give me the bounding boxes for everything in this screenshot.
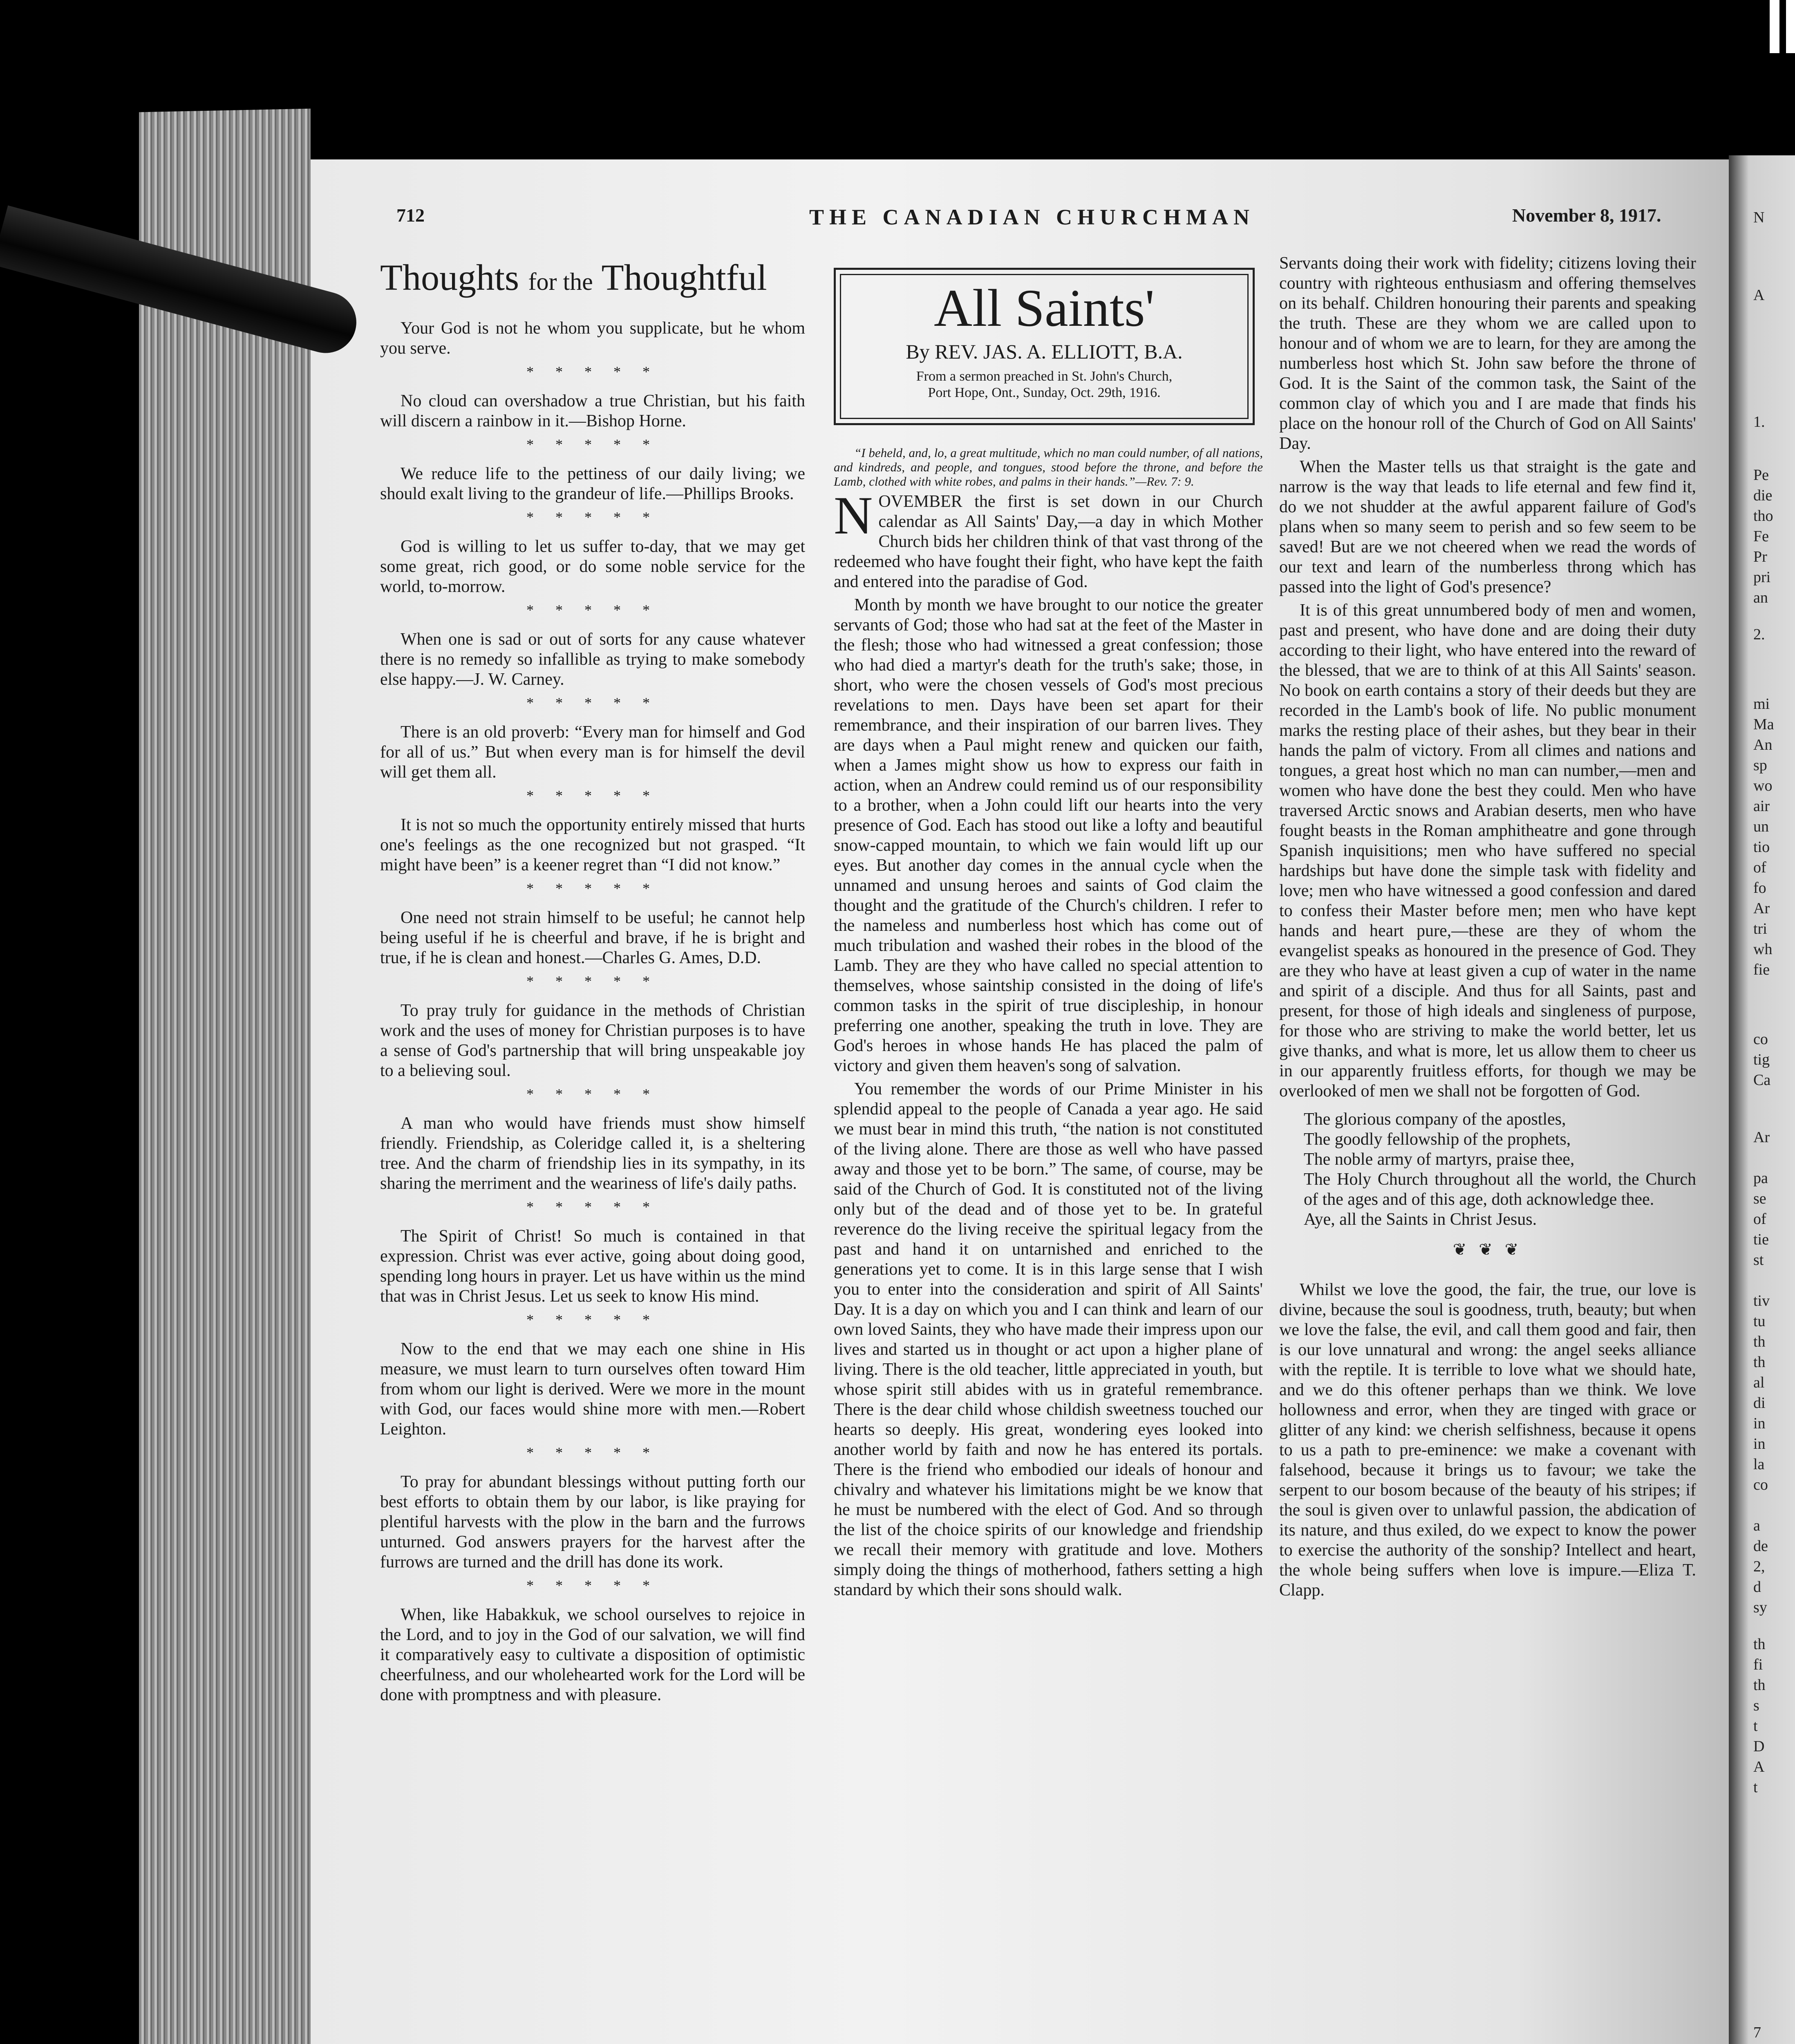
separator: * * * * * bbox=[526, 1199, 659, 1215]
next-page-fragment: th bbox=[1753, 1676, 1766, 1694]
next-page-fragment: sy bbox=[1753, 1599, 1767, 1616]
next-page-fragment: fi bbox=[1753, 1656, 1763, 1673]
next-page-fragment: al bbox=[1753, 1374, 1765, 1391]
separator: * * * * * bbox=[526, 1577, 659, 1594]
next-page-fragment: tio bbox=[1753, 838, 1770, 856]
article-paragraph: It is of this great unnumbered body of men and women, past and present, who have done and are doing their duty according to their light, who have entered into the reward of the blessed, that we are to think of at this All Saints' season. No book on earth contains a story of their deeds but they are recorded in the Lamb's book of life. No public monument marks the resting place of their ashes, but they bear in their hands the palm of victory. From all climes and nations and tongues, a great host which no man can number,—men and women who have done the best they could. Men who have traversed Arctic snows and Arabian deserts, men who have fought beasts in the Roman amphitheatre and gone through Spanish inquisitions; men who have suffered no special hardships but have done the simple task with fidelity and love; men who have witnessed a good confession and dared to confess their Master before men; men who have kept hands and heart pure,—these are they of whom the evangelist speaks as honoured in the presence of God. They are they who have at least given a cup of water in the name and spirit of a disciple. And thus for all Saints, past and present, for those of high ideals and singleness of purpose, for those who are striving to make the world better, let us give thanks, and what is more, let us allow them to cheer us in our apparently fruitless efforts, for though we may be overlooked of men we shall not be forgotten of God. bbox=[1279, 601, 1696, 1100]
thought-item: A man who would have friends must show himself friendly. Friendship, as Coleridge called it, is a sheltering tree. And the charm of friendship lies in its sympathy, in its sharing the merriment and the weariness of life's daily paths. bbox=[380, 1114, 805, 1193]
article-title-box bbox=[834, 268, 1255, 425]
separator: * * * * * bbox=[526, 1311, 659, 1328]
next-page-fragment: mi bbox=[1753, 695, 1770, 713]
next-page-fragment: pa bbox=[1753, 1170, 1768, 1187]
article-title: All Saints' bbox=[934, 279, 1155, 338]
thought-item: The Spirit of Christ! So much is contained in that expression. Christ was ever active, going about doing good, spending long hours in prayer. Let us have within us the mind that was in Christ Jesus. Let us seek to know His mind. bbox=[380, 1227, 805, 1306]
next-page-fragment: wo bbox=[1753, 777, 1773, 794]
thought-item: To pray for abundant blessings without putting forth our best efforts to obtain them by our labor, is like praying for plentiful harvests with the plow in the barn and the furrows unturned. God answers prayers for the harvest after the furrows are turned and the drill has done its work. bbox=[380, 1472, 805, 1571]
article-paragraph: Month by month we have brought to our notice the greater servants of God; those who had sat at the feet of the Master in the flesh; those who had witnessed a great confession; those who had died a martyr's death for the truth's sake; those, in short, who were the chosen vessels of God's most precious revelations to men. Days have been set apart for their remembrance, and their inspiration of our barren lives. They are days when a Paul might renew and quicken our faith, when a James might show us how to express our faith in action, when an Andrew could remind us of our responsibility to a brother, when a John could lift our hearts into the very presence of God. Each has stood out like a lofty and beautiful snow-capped mountain, to which we fain would lift up our eyes. But another day comes in the annual cycle when the unnamed and unsung heroes and saints of God claim the thought and the gratitude of the Church's children. I refer to the nameless and numberless host which has come out of much tribulation and washed their robes in the blood of the Lamb. They are they who have called no special attention to themselves, whose saintship consisted in the doing of life's common tasks in the spirit of true discipleship, in honour preferring one another, speaking the truth in love. They are God's heroes in whose hands He has placed the palm of victory and given them heaven's song of salvation. bbox=[834, 596, 1263, 1075]
next-page-fragment: tu bbox=[1753, 1313, 1766, 1330]
next-page-fragment: pri bbox=[1753, 569, 1771, 586]
poem-line: Aye, all the Saints in Christ Jesus. bbox=[1304, 1210, 1537, 1229]
thought-item: Your God is not he whom you supplicate, but he whom you serve. bbox=[380, 319, 805, 358]
next-page-fragment: 2. bbox=[1753, 626, 1765, 643]
thought-item: When one is sad or out of sorts for any cause whatever there is no remedy so infallible as trying to make somebody else happy.—J. W. Carney. bbox=[380, 630, 805, 689]
article-poem bbox=[1304, 1109, 1696, 1230]
next-page-fragment: un bbox=[1753, 818, 1769, 835]
article-column-2 bbox=[1279, 253, 1696, 1604]
thought-item: No cloud can overshadow a true Christian, but his faith will discern a rainbow in it.—Bishop Horne. bbox=[380, 392, 805, 430]
separator: * * * * * bbox=[526, 602, 659, 618]
article-paragraph: You remember the words of our Prime Minister in his splendid appeal to the people of Canada a year ago. He said we must bear in mind this truth, “the nation is not constituted of the living alone. There are those as well who have passed away and those yet to be born.” The same, of course, may be said of the Church of God. It is constituted not of the living only but of the dead and of those yet to be. In grateful reverence do the living receive the spiritual legacy from the past and hand it on untarnished and enriched to the generations yet to come. It is in this large sense that I wish you to enter into the consideration and spirit of All Saints' Day. It is a day on which you and I can think and learn of our own loved Saints, they who have made their impress upon our lives and started us in thought or act upon a higher plane of living. There is the old teacher, little appreciated in youth, but whose spirit still abides with us in grateful remembrance. There is the dear child whose childish sweetness touched our hearts so deeply. His great, wondering eyes looked into another world by faith and now he has entered its portals. There is the friend who embodied our ideals of honour and chivalry and whatever his limitations might be we know that he must be numbered with the elect of God. And so through the list of the choice spirits of our knowledge and friendship we recall their memory with gratitude and love. Mothers simply doing the things of motherhood, fathers setting a high standard by which their sons should walk. bbox=[834, 1080, 1263, 1599]
next-page-fragment: in bbox=[1753, 1415, 1766, 1432]
thought-item: God is willing to let us suffer to-day, that we may get some great, rich good, or do some noble service for the world, to-morrow. bbox=[380, 537, 805, 596]
poem-line: The noble army of martyrs, praise thee, bbox=[1304, 1150, 1575, 1169]
next-page-fragment: Pe bbox=[1753, 466, 1769, 484]
next-page-fragment: Ca bbox=[1753, 1071, 1771, 1089]
poem-line: The goodly fellowship of the prophets, bbox=[1304, 1130, 1571, 1149]
separator: * * * * * bbox=[526, 787, 659, 804]
thought-item: When, like Habakkuk, we school ourselves to rejoice in the Lord, and to joy in the God of our salvation, we will find it comparatively easy to cultivate a disposition of optimistic cheerfulness, and our wholehearted work for the Lord will be done with promptness and with pleasure. bbox=[380, 1605, 805, 1704]
next-page-fragment: Ar bbox=[1753, 1129, 1770, 1146]
ornament-divider: ❦ ❦ ❦ bbox=[1453, 1240, 1523, 1259]
next-page-fragment: tie bbox=[1753, 1231, 1769, 1248]
separator: * * * * * bbox=[526, 1086, 659, 1102]
next-page-fragment: A bbox=[1753, 1758, 1765, 1775]
next-page-fragment: of bbox=[1753, 859, 1766, 876]
next-page-fragment: co bbox=[1753, 1031, 1768, 1048]
separator: * * * * * bbox=[526, 1444, 659, 1461]
article-paragraph-text: OVEMBER the first is set down in our Church calendar as All Saints' Day,—a day in which Mother Church bids her children think of that vast throng of the redeemed who have fought their fight, who have kept the faith and entered into the paradise of God. bbox=[834, 492, 1263, 591]
next-page-fragment: co bbox=[1753, 1476, 1768, 1493]
publication-title: THE CANADIAN CHURCHMAN bbox=[809, 205, 1255, 229]
next-page-fragment: D bbox=[1753, 1738, 1765, 1755]
next-page-fragment: of bbox=[1753, 1210, 1766, 1228]
next-page-fragment: t bbox=[1753, 1717, 1758, 1735]
next-page-fragment: tiv bbox=[1753, 1292, 1770, 1309]
next-page-fragment: a bbox=[1753, 1517, 1760, 1534]
next-page-fragment: se bbox=[1753, 1190, 1766, 1207]
next-page-fragment: s bbox=[1753, 1697, 1759, 1714]
next-page-fragment: tig bbox=[1753, 1051, 1770, 1068]
next-page-fragment: la bbox=[1753, 1456, 1765, 1473]
page-number: 712 bbox=[396, 205, 425, 226]
next-page-fragment: an bbox=[1753, 589, 1768, 606]
drop-cap: N bbox=[834, 485, 873, 545]
next-page-fragment: die bbox=[1753, 487, 1773, 504]
next-page-fragment: de bbox=[1753, 1537, 1768, 1555]
article-epigraph: “I beheld, and, lo, a great multitude, which no man could number, of all nations, and kindreds, and people, and tongues, stood before the throne, and before the Lamb, clothed with white robes, and palms in their hands.”—Rev. 7: 9. bbox=[834, 446, 1263, 489]
next-page-fragment: A bbox=[1753, 287, 1765, 304]
next-page-fragment: sp bbox=[1753, 757, 1767, 774]
next-page-fragment: th bbox=[1753, 1354, 1766, 1371]
article-source-line-1: From a sermon preached in St. John's Church, bbox=[916, 369, 1173, 384]
thoughts-title bbox=[380, 258, 805, 302]
next-page-fragment: fie bbox=[1753, 961, 1770, 978]
next-page-fragment: th bbox=[1753, 1636, 1766, 1653]
next-page-fragment: Ma bbox=[1753, 716, 1774, 733]
clapp-quote bbox=[1279, 1280, 1696, 1600]
separator: * * * * * bbox=[526, 363, 659, 380]
article-paragraph bbox=[834, 485, 1263, 592]
separator: * * * * * bbox=[526, 436, 659, 453]
thoughts-title-small: for the bbox=[528, 268, 593, 295]
thought-item: We reduce life to the pettiness of our daily living; we should exalt living to the grandeur of life.—Phillips Brooks. bbox=[380, 464, 805, 503]
next-page-fragment: t bbox=[1753, 1779, 1758, 1796]
issue-date: November 8, 1917. bbox=[1512, 205, 1661, 226]
article-source-line-2: Port Hope, Ont., Sunday, Oct. 29th, 1916. bbox=[928, 385, 1161, 400]
next-page-fragment: Ar bbox=[1753, 900, 1770, 917]
article-column-1 bbox=[834, 446, 1263, 1603]
next-page-fragment: th bbox=[1753, 1333, 1766, 1350]
next-page-fragment: st bbox=[1753, 1251, 1764, 1269]
next-page-fragment: 7 bbox=[1753, 2024, 1761, 2041]
thought-item: It is not so much the opportunity entirely missed that hurts one's feelings as the one recognized but not grasped. “It might have been” is a keener regret than “I did not know.” bbox=[380, 816, 805, 874]
thoughts-title-word-1: Thoughts bbox=[380, 258, 519, 298]
thoughts-title-word-2: Thoughtful bbox=[601, 258, 767, 298]
next-page-fragment: Pr bbox=[1753, 548, 1767, 565]
next-page-fragment: An bbox=[1753, 736, 1773, 753]
poem-line: The glorious company of the apostles, bbox=[1304, 1110, 1566, 1129]
next-page-fragment: air bbox=[1753, 798, 1770, 815]
thought-item: One need not strain himself to be useful; he cannot help being useful if he is cheerful and brave, if he is bright and true, if he is clean and honest.—Charles G. Ames, D.D. bbox=[380, 908, 805, 967]
separator: * * * * * bbox=[526, 695, 659, 711]
article-paragraph: When the Master tells us that straight is the gate and narrow is the way that leads to life eternal and few find it, do we not shudder at the awful apparent failure of God's plans when so many seem to perish and so few seem to be saved! But are we not cheered when we read the words of our text and learn of the numberless throng which has passed into the light of God's presence? bbox=[1279, 457, 1696, 596]
separator: * * * * * bbox=[526, 973, 659, 989]
next-page-fragment: wh bbox=[1753, 941, 1773, 958]
article-paragraph: Servants doing their work with fidelity; citizens loving their country with righteous enthusiasm and offering themselves on its behalf. Children honouring their parents and speaking the truth. These are they whom we are called upon to honour and of whom we are to learn, for they are among the numberless host which St. John saw before the throne of God. It is the Saint of the common task, the Saint of the common clay of which you and I are made that finds his place on the honour roll of the Church of God on All Saints' Day. bbox=[1279, 254, 1696, 453]
film-marker-bar bbox=[1770, 0, 1779, 53]
next-page-fragment: 2, bbox=[1753, 1558, 1765, 1575]
thought-item: To pray truly for guidance in the methods of Christian work and the uses of money for Christian purposes is to have a sense of God's partnership that will bring unspeakable joy to a believing soul. bbox=[380, 1001, 805, 1080]
quote-text: Whilst we love the good, the fair, the true, our love is divine, because the soul is goodness, truth, beauty; but when we love the false, the evil, and call them good and fair, then is our love unnatural and wrong: the angel seeks alliance with the reptile. It is terrible to love what we should hate, and we do this oftener perhaps than we think. We love hollowness and error, when they are tinged with grace or glitter of any kind: we cherish selfishness, because it opens to us a path to pre-eminence: we make a covenant with falsehood, because it brings us to favour; we take the serpent to our bosom because of the beauty of his stripes; if the soul is given over to unlawful passion, the abdication of its nature, and thus exiled, do we expect to know the power to exercise the authority of the sonship? Intellect and heart, the whole being suffers when love is impure.—Eliza T. Clapp. bbox=[1279, 1280, 1696, 1600]
thought-item: Now to the end that we may each one shine in His measure, we must learn to turn ourselves often toward Him from whom our light is derived. Were we more in the mount with God, our faces would shine more with men.—Robert Leighton. bbox=[380, 1340, 805, 1439]
separator: * * * * * bbox=[526, 509, 659, 525]
next-page-fragment: in bbox=[1753, 1435, 1766, 1452]
film-marker-bar bbox=[1786, 0, 1795, 53]
thought-item: There is an old proverb: “Every man for himself and God for all of us.” But when every man is for himself the devil will get them all. bbox=[380, 723, 805, 782]
next-page-fragment: 1. bbox=[1753, 413, 1765, 430]
next-page-fragment: di bbox=[1753, 1394, 1766, 1412]
next-page-fragment: N bbox=[1753, 209, 1765, 226]
poem-line: The Holy Church throughout all the world, the Church of the ages and of this age, doth acknowledge thee. bbox=[1304, 1170, 1696, 1209]
next-page-fragment: Fe bbox=[1753, 528, 1769, 545]
thoughts-column bbox=[380, 258, 805, 1707]
next-page-fragment: tho bbox=[1753, 507, 1773, 524]
separator: * * * * * bbox=[526, 880, 659, 896]
next-page-fragment: d bbox=[1753, 1578, 1761, 1596]
book-page-edges bbox=[139, 109, 311, 2044]
next-page-fragment: fo bbox=[1753, 879, 1766, 896]
next-page-fragment: tri bbox=[1753, 920, 1767, 937]
article-byline: By REV. JAS. A. ELLIOTT, B.A. bbox=[906, 340, 1183, 363]
